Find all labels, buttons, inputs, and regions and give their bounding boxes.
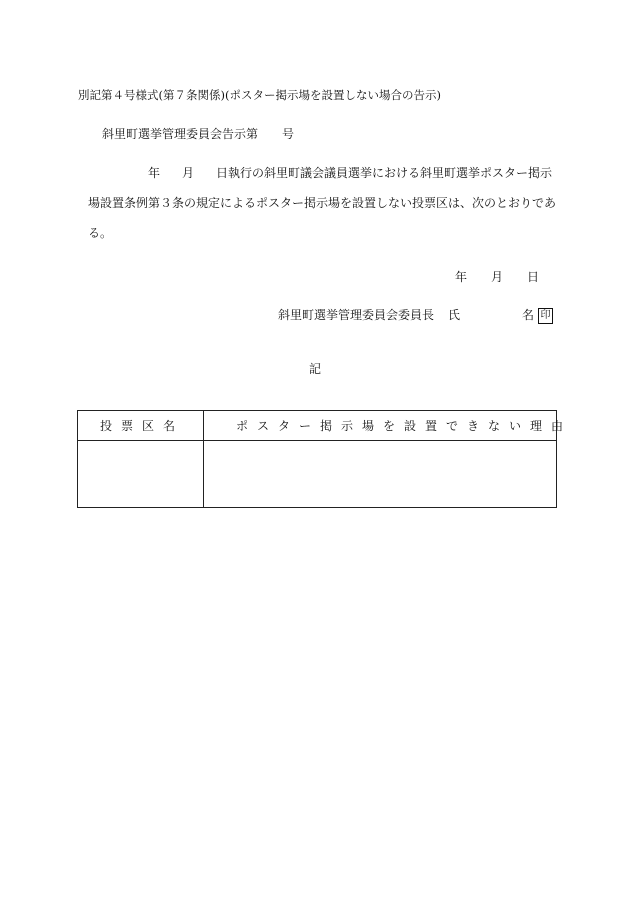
signer-line (278, 306, 553, 324)
district-table (77, 410, 573, 508)
body-month: 月 (182, 166, 195, 180)
body-line-1-text: 日執行の斜里町議会議員選挙における斜里町選挙ポスター掲示 (216, 166, 553, 180)
header-voting-district: 投票区名 (100, 419, 185, 433)
date-year: 年 (455, 270, 468, 284)
signer-mei: 名 (522, 308, 535, 322)
form-heading: 別記第４号様式(第７条関係)(ポスター掲示場を設置しない場合の告示) (78, 88, 441, 102)
signer-shi: 氏 (448, 308, 461, 322)
ki-label: 記 (309, 362, 322, 376)
table-header-divider (78, 440, 556, 441)
notice-prefix: 斜里町選挙管理委員会告示第 (102, 127, 259, 141)
signer-title: 斜里町選挙管理委員会委員長 (278, 308, 435, 322)
body-line-1 (88, 158, 553, 188)
notice-suffix: 号 (282, 127, 295, 141)
body-year: 年 (148, 166, 161, 180)
seal-stamp-box: 印 (538, 308, 553, 324)
table-column-divider (203, 411, 204, 507)
date-month: 月 (491, 270, 504, 284)
notice-number (102, 125, 294, 142)
body-line-2: 場設置条例第３条の規定によるポスター掲示場を設置しない投票区は、次のとおりであ (88, 196, 557, 210)
date-day: 日 (527, 270, 540, 284)
header-reason: ポスター掲示場を設置できない理由 (236, 419, 573, 433)
body-paragraph (88, 158, 557, 248)
date-line (455, 268, 539, 285)
body-line-3: る。 (88, 226, 113, 240)
